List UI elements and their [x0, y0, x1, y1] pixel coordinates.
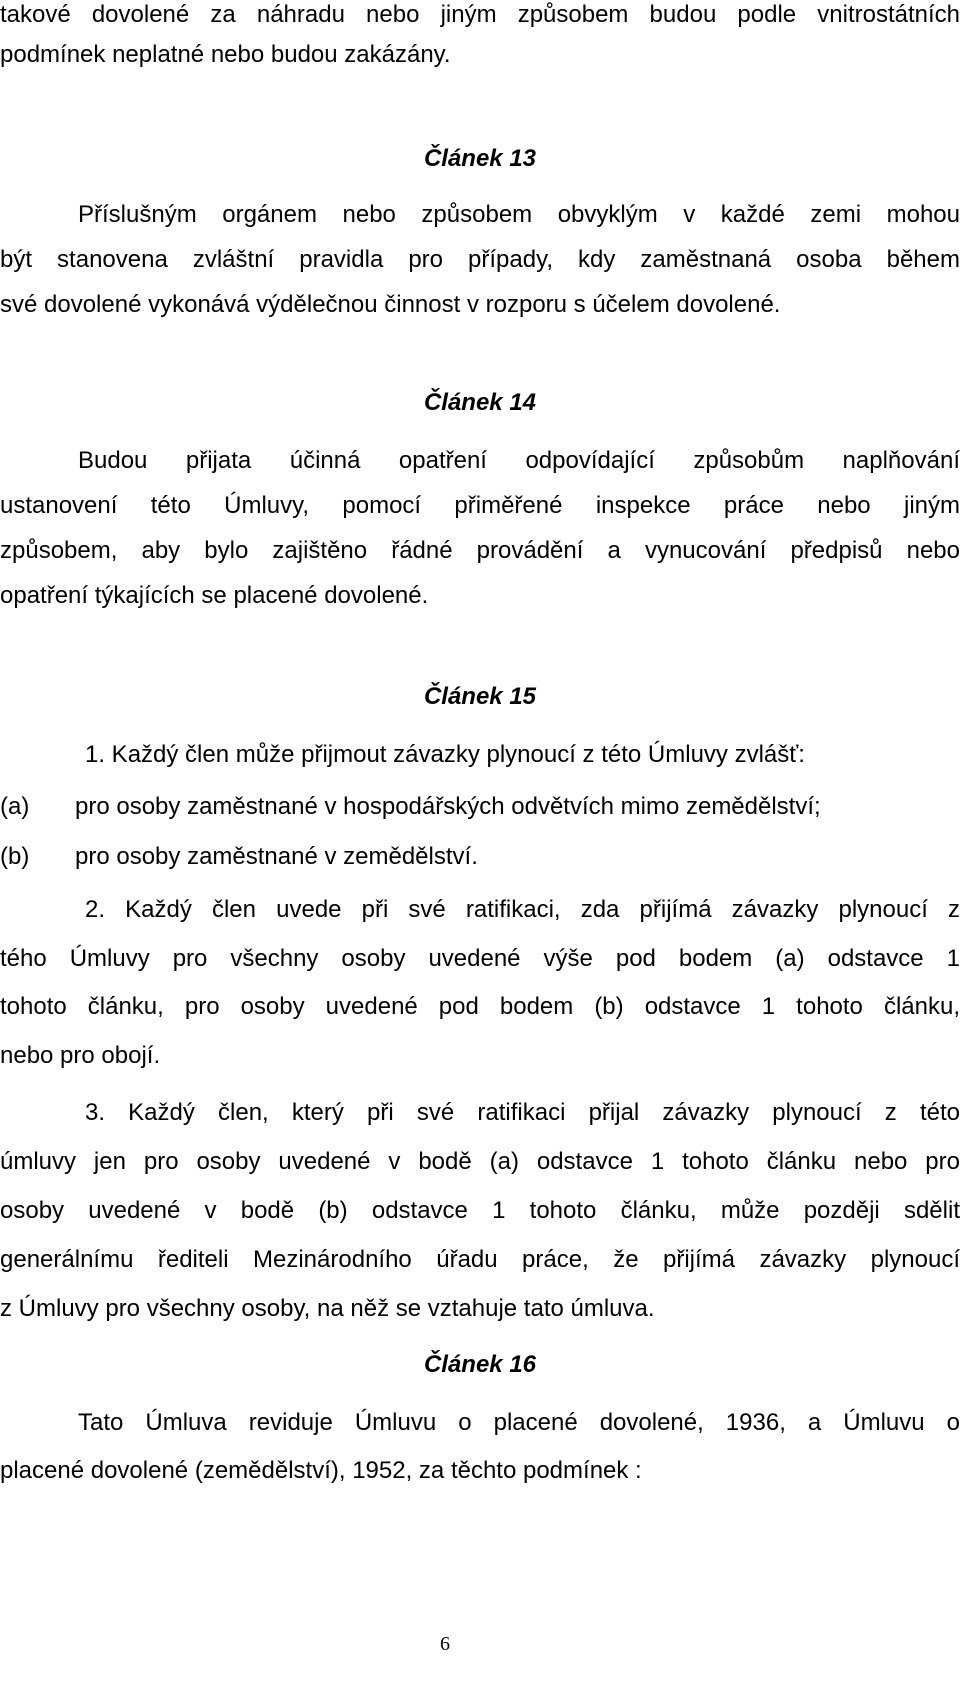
- item-a-text: pro osoby zaměstnané v hospodářských odvětvích mimo zemědělství;: [75, 793, 821, 820]
- article-15-paragraph-3-line-2: úmluvy jen pro osoby uvedené v bodě (a) odstavce 1 tohoto článku nebo pro: [0, 1148, 960, 1175]
- intro-line-2: podmínek neplatné nebo budou zakázány.: [0, 41, 451, 68]
- article-15-paragraph-2-line-2: tého Úmluvy pro všechny osoby uvedené výše pod bodem (a) odstavce 1: [0, 945, 960, 972]
- article-15-heading: Článek 15: [423, 683, 537, 710]
- article-14-line-4: opatření týkajících se placené dovolené.: [0, 582, 429, 609]
- article-14-line-2: ustanovení této Úmluvy, pomocí přiměřené inspekce práce nebo jiným: [0, 492, 960, 519]
- article-15-paragraph-2-line-4: nebo pro obojí.: [0, 1042, 161, 1069]
- article-16-heading: Článek 16: [423, 1351, 537, 1378]
- article-15-item-b: [0, 842, 478, 872]
- item-b-label: (b): [0, 843, 30, 870]
- article-13-line-2: být stanovena zvláštní pravidla pro případy, kdy zaměstnaná osoba během: [0, 246, 960, 273]
- article-15-paragraph-3-line-3: osoby uvedené v bodě (b) odstavce 1 tohoto článku, může později sdělit: [0, 1197, 960, 1224]
- item-b-text: pro osoby zaměstnané v zemědělství.: [75, 843, 478, 870]
- article-14-line-1: Budou přijata účinná opatření odpovídající způsobům naplňování: [78, 447, 960, 474]
- article-15-paragraph-2-line-1: 2. Každý člen uvede při své ratifikaci, zda přijímá závazky plynoucí z: [85, 896, 960, 923]
- article-14-heading: Článek 14: [423, 389, 537, 416]
- article-13-line-3: své dovolené vykonává výdělečnou činnost v rozporu s účelem dovolené.: [0, 291, 781, 318]
- article-15-item-a: [0, 792, 821, 822]
- article-13-heading: Článek 13: [423, 145, 537, 172]
- article-13-line-1: Příslušným orgánem nebo způsobem obvyklým v každé zemi mohou: [78, 201, 960, 228]
- article-15-paragraph-3-line-1: 3. Každý člen, který při své ratifikaci přijal závazky plynoucí z této: [85, 1099, 960, 1126]
- article-15-paragraph-1: 1. Každý člen může přijmout závazky plynoucí z této Úmluvy zvlášť:: [85, 741, 805, 768]
- page-number: 6: [440, 1633, 450, 1655]
- article-15-paragraph-3-line-5: z Úmluvy pro všechny osoby, na něž se vztahuje tato úmluva.: [0, 1295, 655, 1322]
- article-16-line-1: Tato Úmluva reviduje Úmluvu o placené dovolené, 1936, a Úmluvu o: [78, 1409, 960, 1436]
- article-16-line-2: placené dovolené (zemědělství), 1952, za těchto podmínek :: [0, 1457, 642, 1484]
- item-a-label: (a): [0, 793, 30, 820]
- article-14-line-3: způsobem, aby bylo zajištěno řádné provádění a vynucování předpisů nebo: [0, 537, 960, 564]
- article-15-paragraph-3-line-4: generálnímu řediteli Mezinárodního úřadu práce, že přijímá závazky plynoucí: [0, 1246, 960, 1273]
- article-15-paragraph-2-line-3: tohoto článku, pro osoby uvedené pod bodem (b) odstavce 1 tohoto článku,: [0, 993, 960, 1020]
- intro-line-1: takové dovolené za náhradu nebo jiným způsobem budou podle vnitrostátních: [0, 1, 960, 28]
